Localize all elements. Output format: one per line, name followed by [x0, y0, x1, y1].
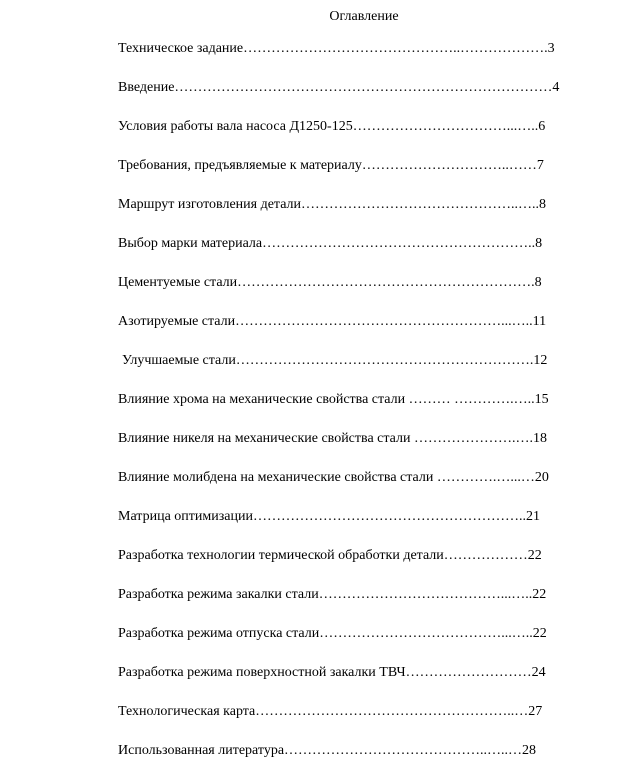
toc-entry-text: Азотируемые стали…………………………………………………...…..11 [118, 314, 547, 329]
toc-entry [0, 235, 642, 253]
toc-entry-text: Влияние молибдена на механические свойства стали ………….…...…20 [118, 470, 549, 485]
toc-entry-text: Влияние никеля на механические свойства стали ………………….….18 [118, 431, 547, 446]
toc-entry [0, 352, 642, 370]
toc-entry-text: Разработка технологии термической обработки детали………………22 [118, 548, 542, 563]
toc-entry [0, 196, 642, 214]
toc-entry [0, 40, 642, 58]
toc-entry [0, 703, 642, 721]
toc-entry-text: Введение………………………………………………………………………4 [118, 80, 560, 95]
toc-entry [0, 274, 642, 292]
toc-entry-text: Требования, предъявляемые к материалу…………………………..……7 [118, 158, 544, 173]
toc-entry [0, 586, 642, 604]
toc-entry [0, 469, 642, 487]
toc-entry [0, 664, 642, 682]
toc-entry [0, 547, 642, 565]
toc-entry [0, 430, 642, 448]
toc-entry-text: Разработка режима отпуска стали…………………………………...…..22 [118, 626, 547, 641]
toc-entry [0, 79, 642, 97]
toc-entry [0, 391, 642, 409]
toc-entry-text: Цементуемые стали……………………………………………………….8 [118, 275, 542, 290]
toc-entry [0, 508, 642, 526]
toc-entry [0, 118, 642, 136]
toc-entry [0, 742, 642, 760]
toc-entry [0, 625, 642, 643]
toc-entry-text: Влияние хрома на механические свойства стали ……… ………….…..15 [118, 392, 549, 407]
toc-entry [0, 157, 642, 175]
toc-entry-text: Техническое задание………………………………………..……………….3 [118, 41, 555, 56]
toc-entry-text: Маршрут изготовления детали………………………………………..…..8 [118, 197, 547, 212]
toc-entry-text: Разработка режима закалки стали…………………………………...…..22 [118, 587, 547, 602]
toc-entry-text: Выбор марки материала…………………………………………………..8 [118, 236, 543, 251]
toc-entry-text: Использованная литература……………………………………..…..…28 [118, 743, 537, 758]
toc-entry-text: Разработка режима поверхностной закалки ТВЧ………………………24 [118, 665, 546, 680]
toc-entry-text: Матрица оптимизации…………………………………………………..21 [118, 509, 540, 524]
toc-entry-text: Технологическая карта………………………………………………..…27 [118, 704, 543, 719]
toc-entry-text: Условия работы вала насоса Д1250-125……………………………...…..6 [118, 119, 546, 134]
toc-entry [0, 313, 642, 331]
toc-entry-text: Улучшаемые стали……………………………………………………….12 [122, 353, 548, 368]
toc-title: Оглавление [329, 9, 399, 24]
